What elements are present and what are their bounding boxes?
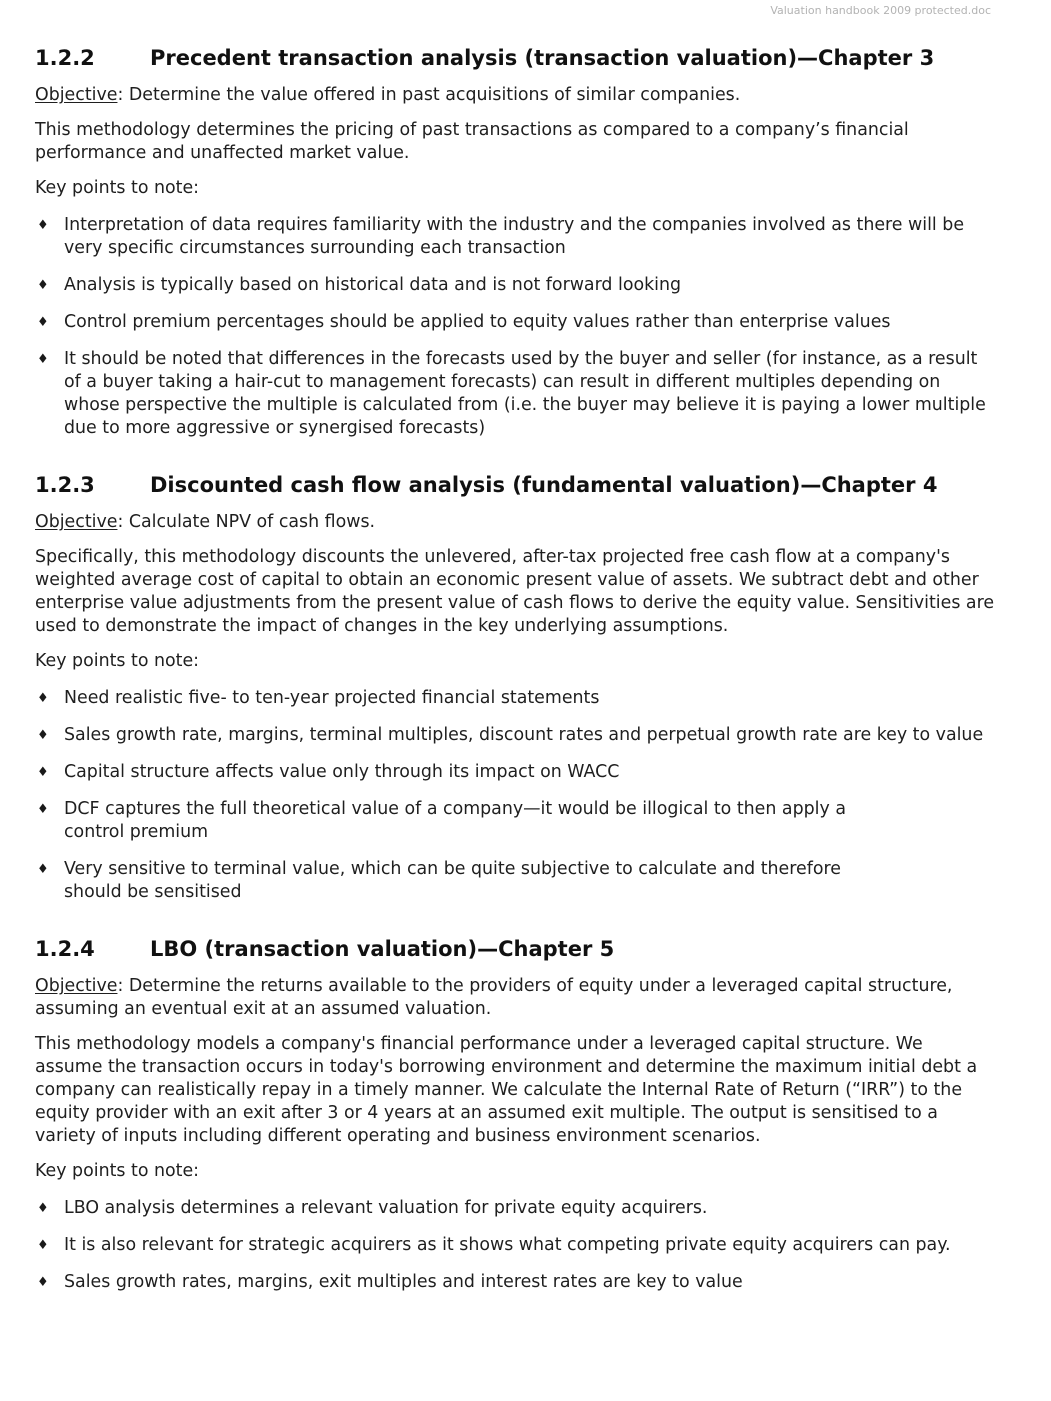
section-number: 1.2.4 xyxy=(35,937,95,961)
list-item xyxy=(35,1271,995,1294)
section-discounted-cash-flow xyxy=(35,471,995,904)
list-item xyxy=(35,348,995,440)
description-paragraph: This methodology determines the pricing of past transactions as compared to a company’s financial performance and unaffected market value. xyxy=(35,120,909,163)
key-points-label: Key points to note: xyxy=(35,1161,200,1181)
key-points-label: Key points to note: xyxy=(35,651,200,671)
diamond-bullet-icon: ♦ xyxy=(37,315,49,330)
bullet-text: It is also relevant for strategic acquirers as it shows what competing private equity acquirers can pay. xyxy=(64,1235,951,1255)
description-paragraph: This methodology models a company's financial performance under a leveraged capital structure. We assume the transaction occurs in today's borrowing environment and determine the maximum initial debt a company can realistically repay in a timely manner. We calculate the Internal Rate of Return (“IRR”) to the equity provider with an exit after 3 or 4 years at an assumed exit multiple. The output is sensitised to a variety of inputs including different operating and business environment scenarios. xyxy=(35,1034,978,1146)
objective-label: Objective xyxy=(35,976,118,996)
bullet-list xyxy=(35,687,995,904)
section-heading xyxy=(35,935,995,963)
diamond-bullet-icon: ♦ xyxy=(37,218,49,233)
objective-paragraph xyxy=(35,84,995,107)
bullet-text: Need realistic five- to ten-year projected financial statements xyxy=(64,688,600,708)
diamond-bullet-icon: ♦ xyxy=(37,802,49,817)
list-item xyxy=(35,687,995,710)
bullet-text: Sales growth rates, margins, exit multiples and interest rates are key to value xyxy=(64,1272,743,1292)
list-item xyxy=(35,214,994,260)
section-heading xyxy=(35,471,995,499)
list-item xyxy=(35,274,995,297)
bullet-text: Very sensitive to terminal value, which can be quite subjective to calculate and therefore should be sensitised xyxy=(64,859,841,902)
bullet-list xyxy=(35,1197,995,1294)
diamond-bullet-icon: ♦ xyxy=(37,862,49,877)
section-heading xyxy=(35,44,995,72)
bullet-text: DCF captures the full theoretical value of a company—it would be illogical to then apply a control premium xyxy=(64,799,846,842)
bullet-text: Control premium percentages should be applied to equity values rather than enterprise values xyxy=(64,312,891,332)
bullet-text: Capital structure affects value only through its impact on WACC xyxy=(64,762,620,782)
objective-paragraph xyxy=(35,511,995,534)
list-item xyxy=(35,858,884,904)
list-item xyxy=(35,761,995,784)
bullet-text: Sales growth rate, margins, terminal multiples, discount rates and perpetual growth rate are key to value xyxy=(64,725,984,745)
list-item xyxy=(35,724,995,747)
objective-label: Objective xyxy=(35,85,118,105)
bullet-text: It should be noted that differences in the forecasts used by the buyer and seller (for instance, as a result of a buyer taking a hair-cut to management forecasts) can result in different multiples depending on whose perspective the multiple is calculated from (i.e. the buyer may believe it is paying a lower multiple due to more aggressive or synergised forecasts) xyxy=(64,349,986,438)
list-item xyxy=(35,1234,995,1257)
diamond-bullet-icon: ♦ xyxy=(37,352,49,367)
section-title: Discounted cash flow analysis (fundamental valuation)—Chapter 4 xyxy=(150,473,938,497)
objective-text: : Calculate NPV of cash flows. xyxy=(117,512,376,532)
diamond-bullet-icon: ♦ xyxy=(37,1275,49,1290)
diamond-bullet-icon: ♦ xyxy=(37,1238,49,1253)
section-lbo xyxy=(35,935,995,1294)
list-item xyxy=(35,1197,995,1220)
diamond-bullet-icon: ♦ xyxy=(37,765,49,780)
objective-text: : Determine the value offered in past acquisitions of similar companies. xyxy=(117,85,741,105)
list-item xyxy=(35,311,995,334)
diamond-bullet-icon: ♦ xyxy=(37,1201,49,1216)
section-number: 1.2.2 xyxy=(35,46,95,70)
bullet-text: Interpretation of data requires familiarity with the industry and the companies involved as there will be very specific circumstances surrounding each transaction xyxy=(64,215,965,258)
section-title: Precedent transaction analysis (transaction valuation)—Chapter 3 xyxy=(150,46,935,70)
bullet-list xyxy=(35,214,995,440)
section-precedent-transaction xyxy=(35,44,995,440)
objective-text: : Determine the returns available to the providers of equity under a leveraged capital structure, assuming an eventual exit at an assumed valuation. xyxy=(35,976,953,1019)
key-points-label: Key points to note: xyxy=(35,178,200,198)
document-filename: Valuation handbook 2009 protected.doc xyxy=(770,4,991,17)
diamond-bullet-icon: ♦ xyxy=(37,691,49,706)
section-title: LBO (transaction valuation)—Chapter 5 xyxy=(150,937,615,961)
bullet-text: LBO analysis determines a relevant valuation for private equity acquirers. xyxy=(64,1198,708,1218)
diamond-bullet-icon: ♦ xyxy=(37,278,49,293)
description-paragraph: Specifically, this methodology discounts the unlevered, after-tax projected free cash flow at a company's weighted average cost of capital to obtain an economic present value of assets. We subtract debt and other enterprise value adjustments from the present value of cash flows to derive the equity value. Sensitivities are used to demonstrate the impact of changes in the key underlying assumptions. xyxy=(35,547,995,636)
list-item xyxy=(35,798,884,844)
diamond-bullet-icon: ♦ xyxy=(37,728,49,743)
section-number: 1.2.3 xyxy=(35,473,95,497)
bullet-text: Analysis is typically based on historical data and is not forward looking xyxy=(64,275,682,295)
objective-label: Objective xyxy=(35,512,118,532)
objective-paragraph xyxy=(35,975,955,1021)
